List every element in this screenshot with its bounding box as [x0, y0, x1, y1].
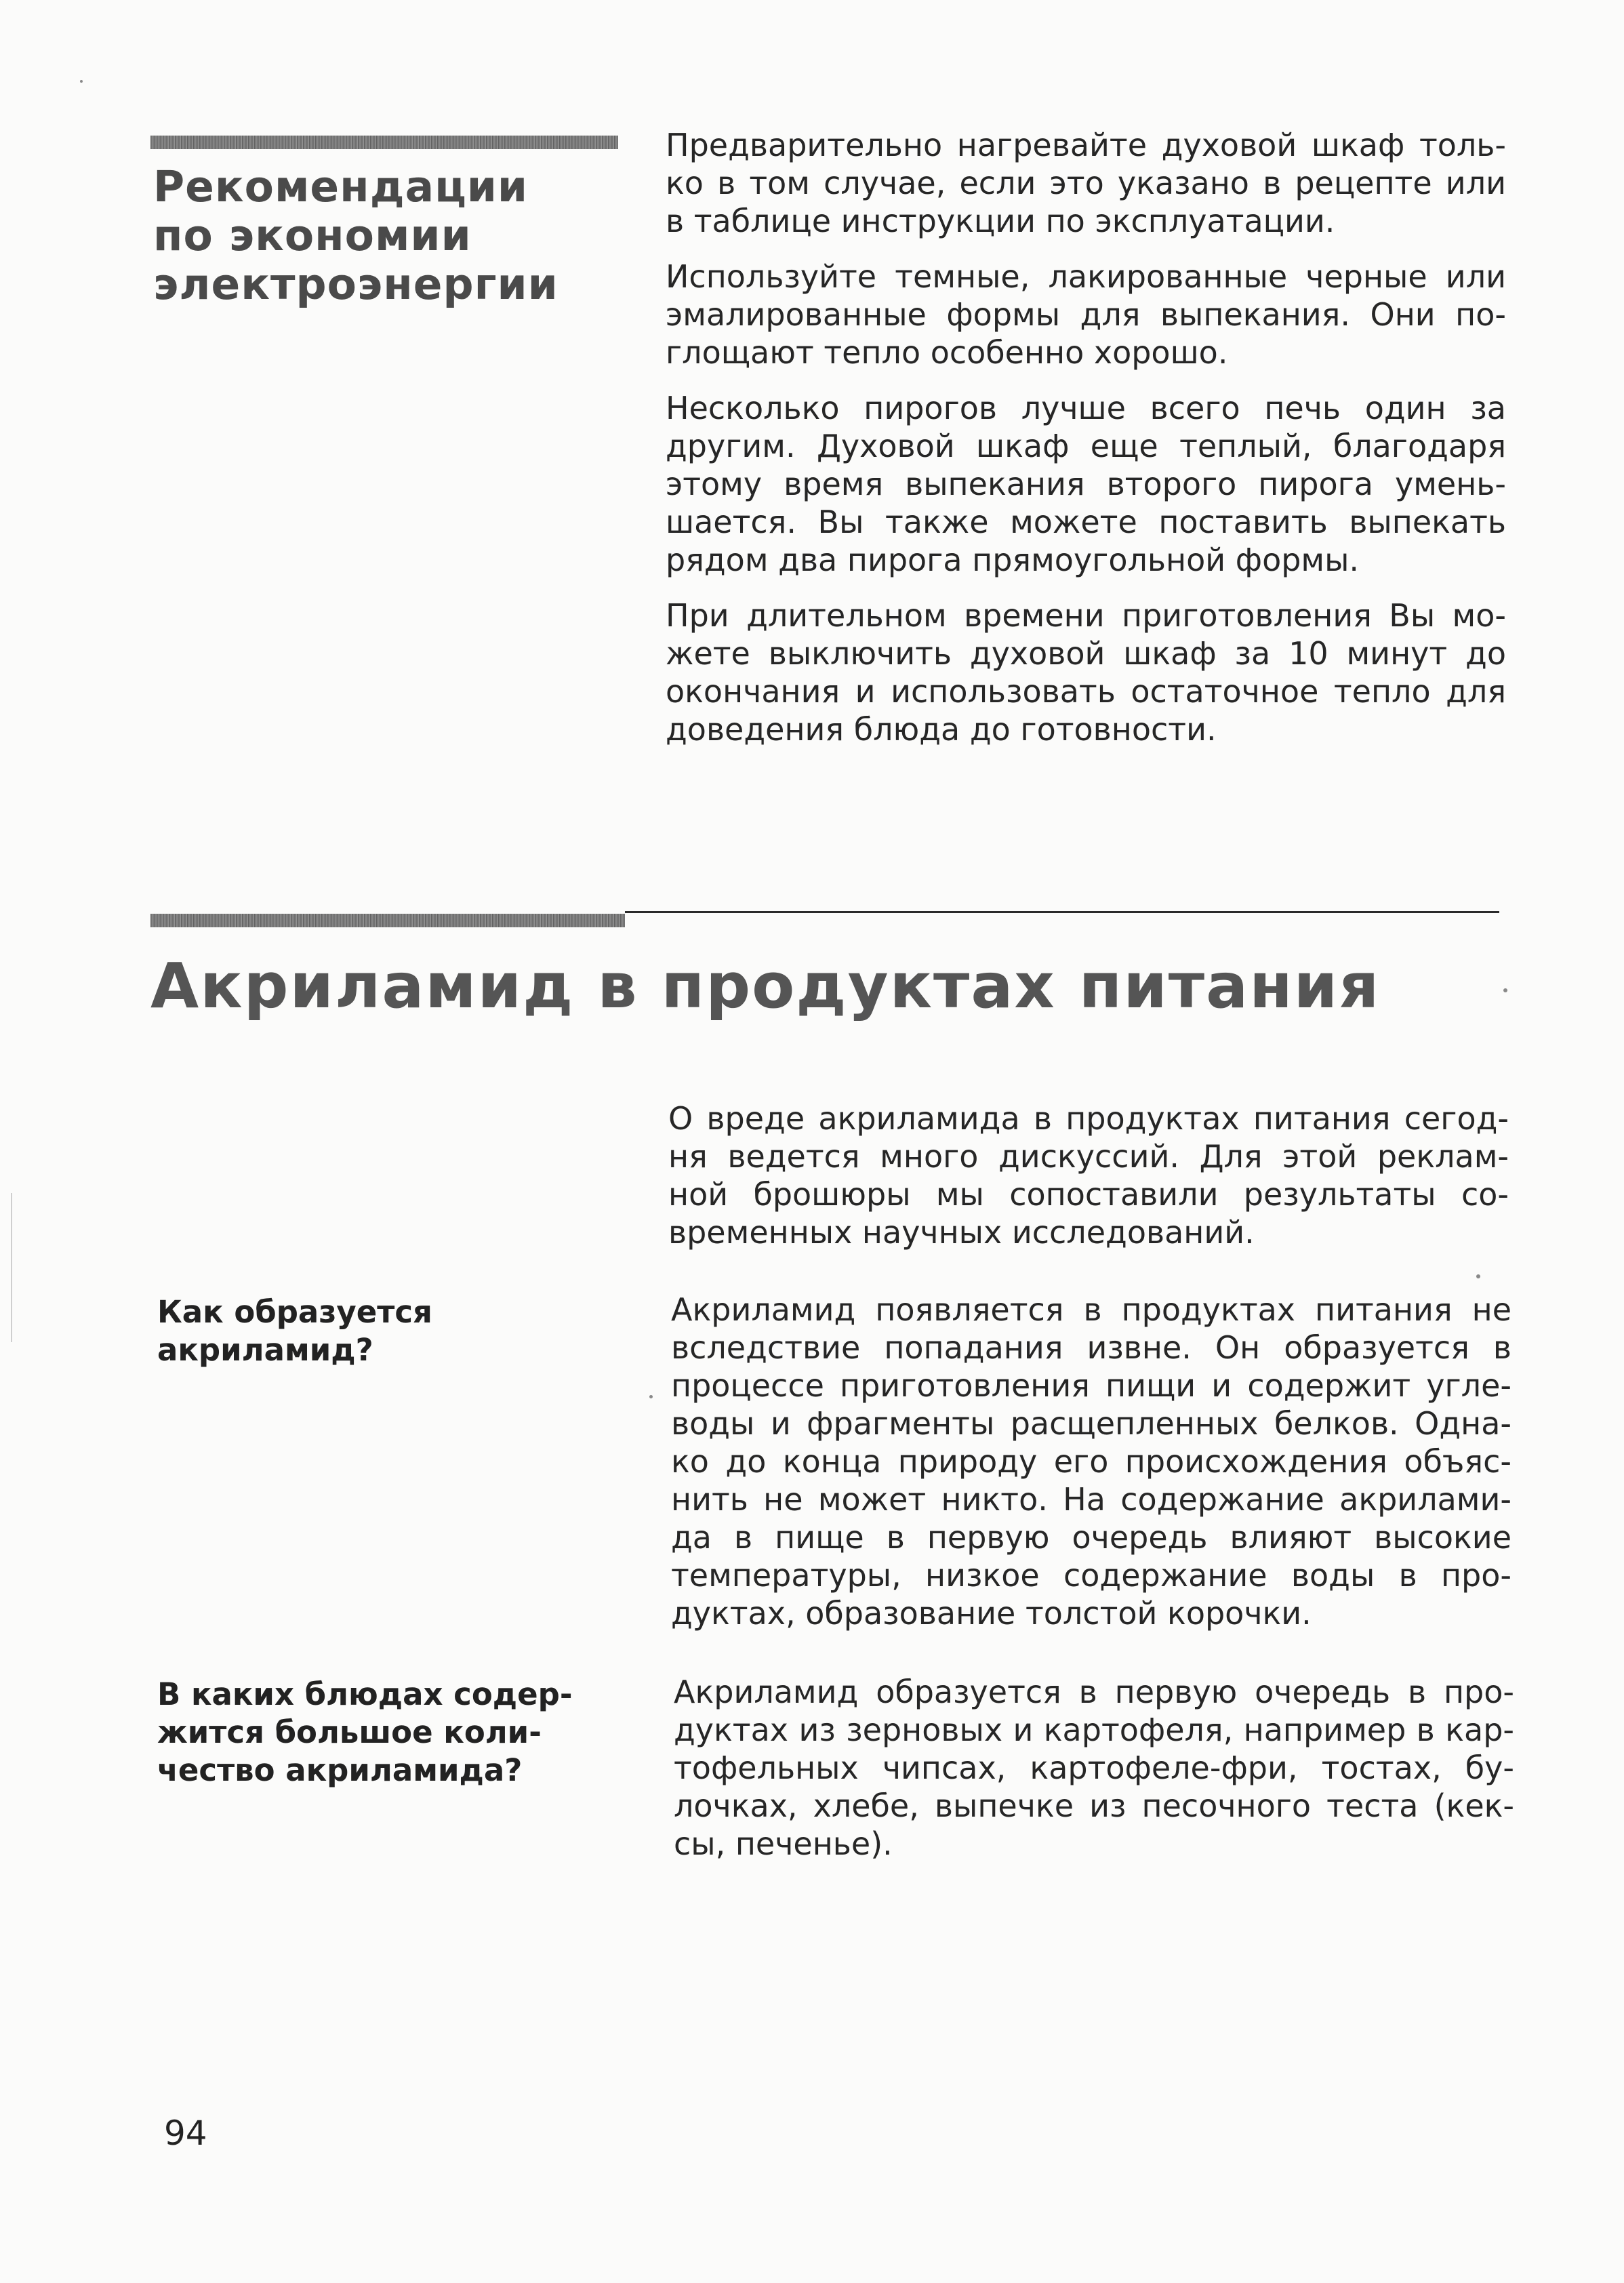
question-heading: В каких блюдах содер- жится большое коли- чество акриламида?	[157, 1676, 573, 1788]
text-line: Используйте темные, лакированные черные или	[666, 258, 1506, 295]
section2-intro	[668, 1099, 1509, 1269]
answer-block	[674, 1673, 1514, 1880]
text-line: сы, печенье).	[674, 1825, 893, 1862]
text-line: ня ведется много дискуссий. Для этой реклам-	[668, 1138, 1509, 1175]
text-line: Акриламид образуется в первую очередь в про-	[674, 1674, 1514, 1710]
text-line: Акриламид появляется в продуктах питания не	[671, 1291, 1511, 1328]
text-line: этому время выпекания второго пирога умень-	[666, 466, 1506, 502]
text-line: доведения блюда до готовности.	[666, 711, 1217, 748]
scan-speck	[1503, 988, 1507, 992]
text-line: процессе приготовления пищи и содержит угле-	[671, 1367, 1511, 1404]
answer-paragraph	[671, 1291, 1511, 1632]
scan-speck	[1476, 1274, 1480, 1278]
question-heading: Как образуется акриламид?	[157, 1294, 432, 1368]
scan-speck	[80, 80, 83, 83]
text-line: в таблице инструкции по эксплуатации.	[666, 203, 1335, 239]
text-line: жете выключить духовой шкаф за 10 минут до	[666, 635, 1506, 672]
text-line: рядом два пирога прямоугольной формы.	[666, 542, 1360, 578]
answer-block	[671, 1291, 1511, 1650]
section2-rule-thin	[625, 911, 1499, 913]
text-line: Предварительно нагревайте духовой шкаф толь-	[666, 127, 1506, 163]
text-line: временных научных исследований.	[668, 1214, 1255, 1251]
section1-paragraph	[666, 126, 1506, 240]
text-line: другим. Духовой шкаф еще теплый, благодаря	[666, 428, 1506, 464]
section1-heading: Рекомендации по экономии электроэнергии	[153, 162, 559, 309]
text-line: шается. Вы также можете поставить выпекать	[666, 504, 1506, 540]
text-line: окончания и использовать остаточное тепло для	[666, 673, 1506, 710]
text-line: ко до конца природу его происхождения объяс-	[671, 1443, 1511, 1480]
section1-body	[666, 126, 1506, 766]
scan-speck	[649, 1395, 653, 1398]
section2-heading: Акриламид в продуктах питания	[150, 950, 1381, 1022]
section1-rule	[150, 136, 618, 149]
text-line: дуктах, образование толстой корочки.	[671, 1595, 1312, 1632]
section2-rule-thick	[150, 914, 625, 927]
page-number: 94	[164, 2114, 207, 2153]
text-line: тофельных чипсах, картофеле-фри, тостах, бу-	[674, 1750, 1514, 1786]
text-line: Несколько пирогов лучше всего печь один за	[666, 390, 1506, 426]
text-line: глощают тепло особенно хорошо.	[666, 334, 1228, 371]
intro-paragraph	[668, 1099, 1509, 1251]
text-line: нить не может никто. На содержание акрилами-	[671, 1481, 1511, 1518]
text-line: эмалированные формы для выпекания. Они по-	[666, 296, 1506, 333]
section1-paragraph	[666, 389, 1506, 579]
text-line: При длительном времени приготовления Вы мо-	[666, 597, 1506, 634]
text-line: О вреде акриламида в продуктах питания сегод-	[668, 1100, 1509, 1137]
text-line: дуктах из зерновых и картофеля, например в кар-	[674, 1712, 1514, 1748]
answer-paragraph	[674, 1673, 1514, 1863]
scan-edge-mark	[11, 1193, 12, 1342]
text-line: ной брошюры мы сопоставили результаты со-	[668, 1176, 1509, 1213]
text-line: вследствие попадания извне. Он образуется в	[671, 1329, 1511, 1366]
section1-paragraph	[666, 258, 1506, 371]
text-line: температуры, низкое содержание воды в про-	[671, 1557, 1511, 1594]
text-line: воды и фрагменты расщепленных белков. Одна-	[671, 1405, 1511, 1442]
text-line: ко в том случае, если это указано в рецепте или	[666, 165, 1506, 201]
text-line: лочках, хлебе, выпечке из песочного теста (кек-	[674, 1787, 1514, 1824]
section1-paragraph	[666, 597, 1506, 748]
text-line: да в пище в первую очередь влияют высокие	[671, 1519, 1511, 1556]
